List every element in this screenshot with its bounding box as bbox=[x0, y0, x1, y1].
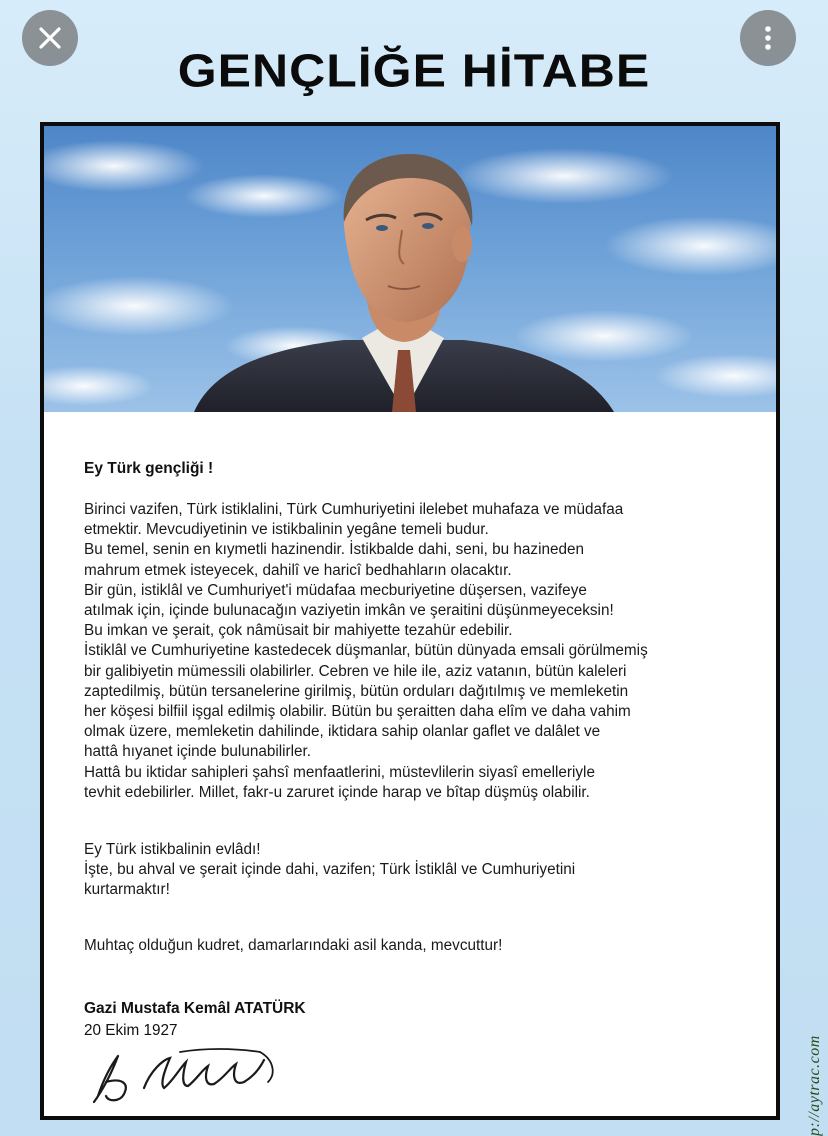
site-watermark: p://aytrac.com bbox=[806, 1035, 823, 1136]
paragraph-1: Birinci vazifen, Türk istiklalini, Türk Cumhuriyetini ilelebet muhafaza ve müdafaa etmektir. Mevcudiyetinin ve istikbalinin yegâne temeli budur. Bu temel, senin en kıymetli hazinendir. İstikbalde dahi, seni, bu hazineden mahrum etmek isteyecek, dahilî ve haricî bedhahların olacaktır. Bir gün, istiklâl ve Cumhuriyet'i müdafaa mecburiyetine düşersen, vazifeye atılmak için, içinde bulunacağın vaziyetin imkân ve şeraitini düşünmeyeceksin! Bu imkan ve şerait, çok nâmüsait bir mahiyette tezahür edebilir. İstiklâl ve Cumhuriyetine kastedecek düşmanlar, bütün dünyada emsali görülmemiş bir galibiyetin mümessili olabilirler. Cebren ve hile ile, aziz vatanın, bütün kaleleri zaptedilmiş, bütün tersanelerine girilmiş, bütün orduları dağıtılmış ve memleketin her köşesi bilfiil işgal edilmiş olabilir. Bütün bu şeraitten daha elîm ve daha vahim olmak üzere, memleketin dahilinde, iktidara sahip olanlar gaflet ve dalâlet ve hattâ hıyanet içinde bulunabilirler. Hattâ bu iktidar sahipleri şahsî menfaatlerini, müstevlilerin siyasî emelleriyle tevhit edebilirler. Millet, fakr-u zaruret içinde harap ve bîtap düşmüş olabilir. bbox=[84, 501, 648, 801]
date-text: 20 Ekim 1927 bbox=[84, 1022, 178, 1039]
author-name: Gazi Mustafa Kemâl ATATÜRK bbox=[84, 1000, 306, 1017]
document-title: GENÇLİĞE HİTABE bbox=[177, 45, 651, 97]
paragraph-3: Muhtaç olduğun kudret, damarlarındaki asil kanda, mevcuttur! bbox=[84, 937, 503, 954]
portrait-photo bbox=[44, 126, 776, 412]
signature-image bbox=[84, 1038, 304, 1110]
paragraph-2: Ey Türk istikbalinin evlâdı! İşte, bu ahval ve şerait içinde dahi, vazifen; Türk İstiklâl ve Cumhuriyetini kurtarmaktır! bbox=[84, 841, 576, 899]
poster-frame bbox=[40, 122, 780, 1120]
portrait-illustration bbox=[44, 126, 776, 412]
greeting-heading: Ey Türk gençliği ! bbox=[84, 460, 214, 477]
